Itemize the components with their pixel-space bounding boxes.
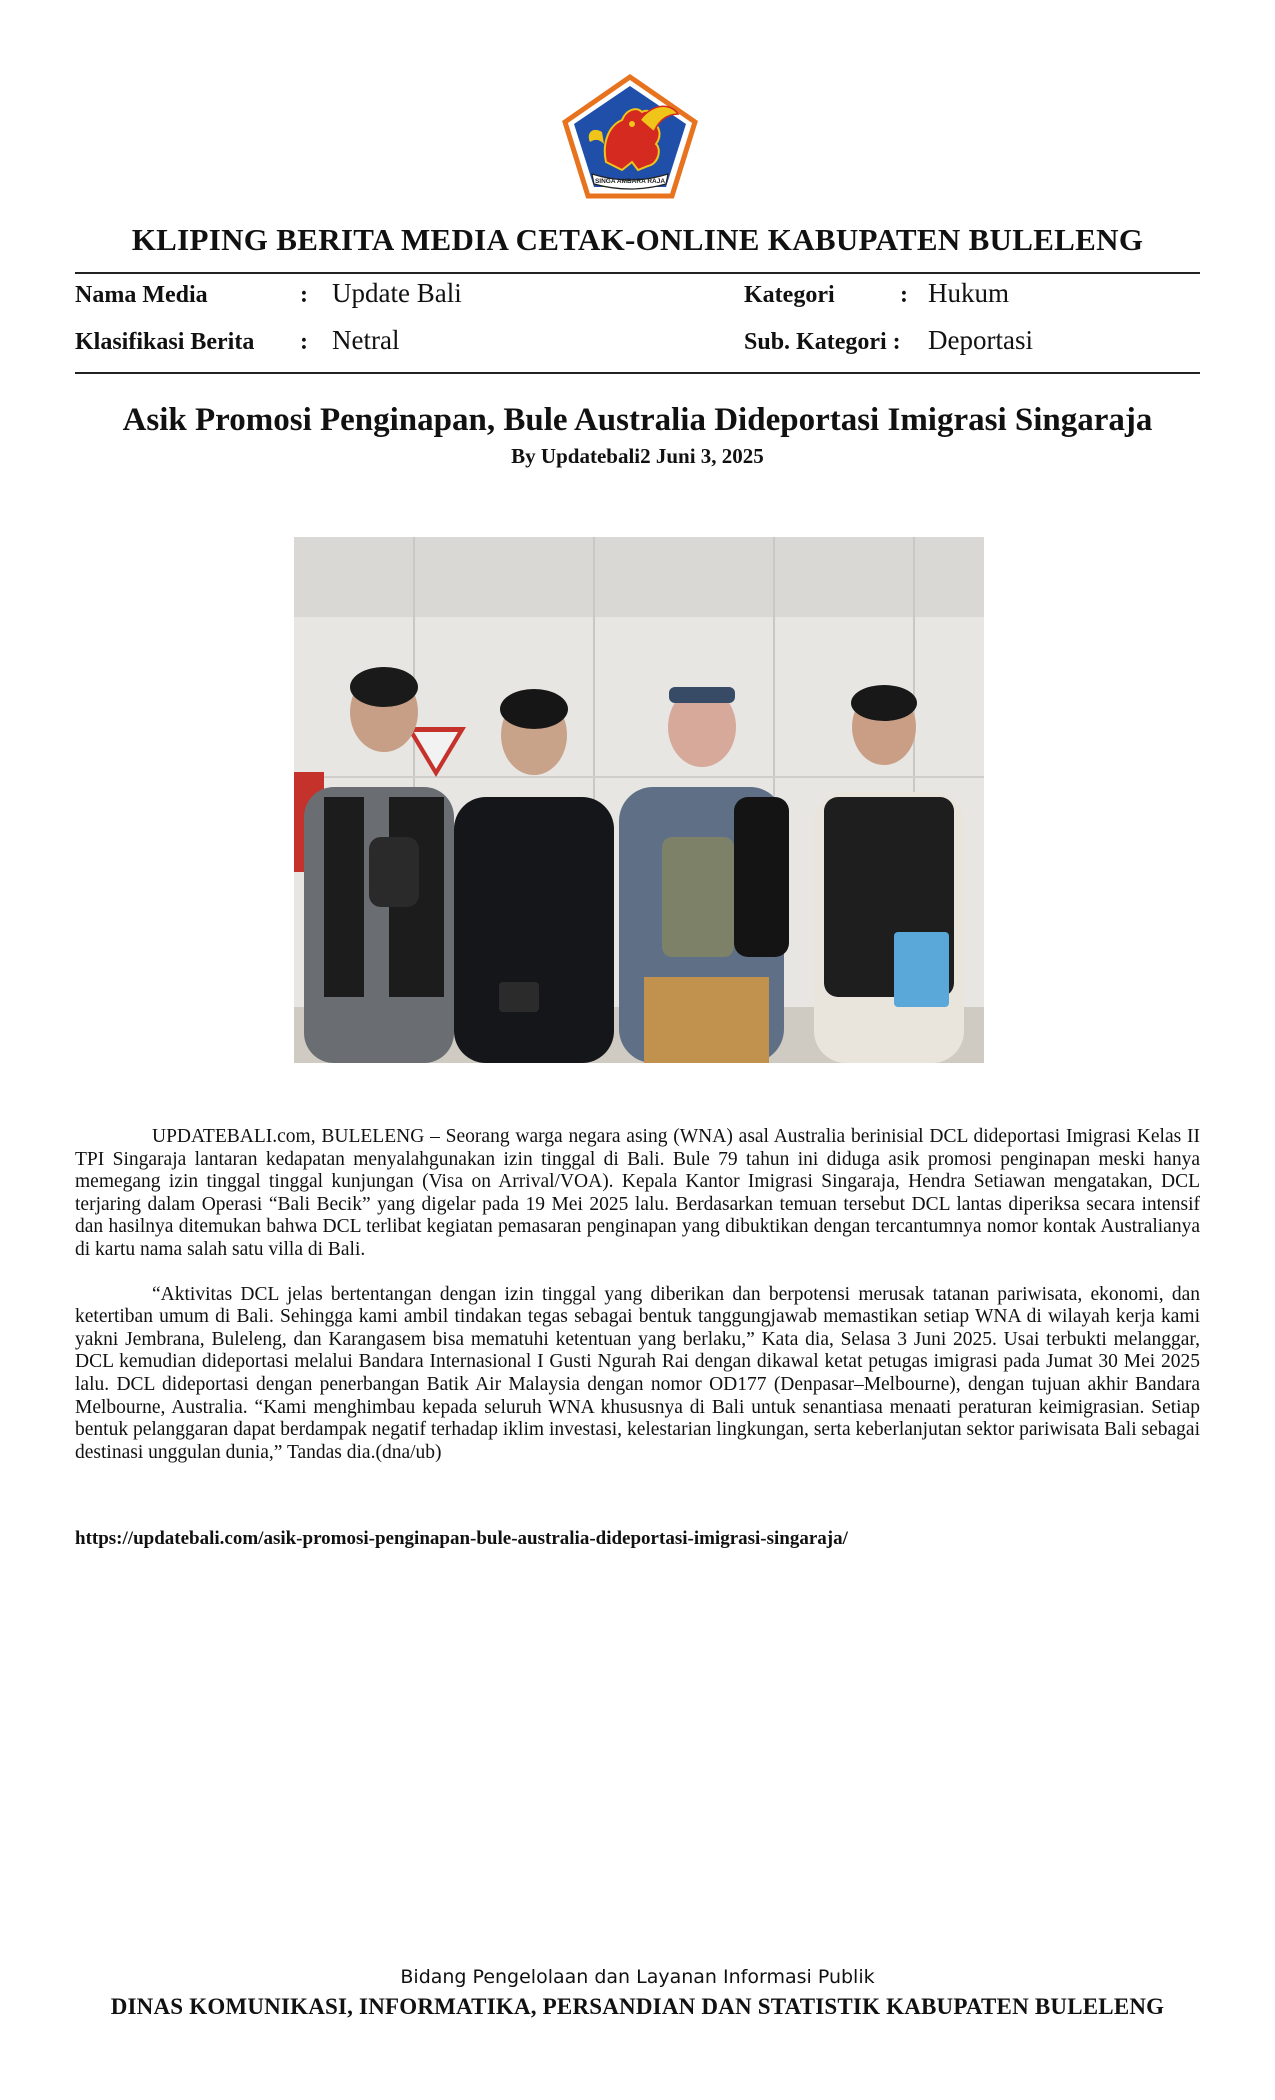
nama-media-label: Nama Media — [75, 282, 208, 308]
article-paragraph: UPDATEBALI.com, BULELENG – Seorang warga negara asing (WNA) asal Australia berinisial DCL dideportasi Imigrasi Kelas II TPI Singaraja lantaran kedapatan menyalahgunakan izin tinggal di Bali. Bule 79 tahun ini diduga asik promosi penginapan meski hanya memegang izin tinggal tinggal kunjungan (Visa on Arrival/VOA). Kepala Kantor Imigrasi Singaraja, Hendra Setiawan mengatakan, DCL terjaring dalam Operasi “Bali Becik” yang digelar pada 19 Mei 2025 lalu. Berdasarkan temuan tersebut DCL lantas diperiksa secara intensif dan hasilnya ditemukan bahwa DCL terlibat kegiatan pemasaran penginapan yang dibuktikan dengan tercantumnya nomor kontak Australianya di kartu nama salah satu villa di Bali. — [75, 1126, 1200, 1260]
article-title: Asik Promosi Penginapan, Bule Australia Dideportasi Imigrasi Singaraja — [122, 402, 1153, 438]
footer-agency: DINAS KOMUNIKASI, INFORMATIKA, PERSANDIAN DAN STATISTIK KABUPATEN BULELENG — [110, 1994, 1165, 2019]
meta-row-classification — [0, 325, 1275, 365]
footer-division: Bidang Pengelolaan dan Layanan Informasi Publik — [400, 1966, 875, 1988]
nama-media-value: Update Bali — [332, 278, 462, 308]
klasifikasi-label: Klasifikasi Berita — [75, 329, 255, 355]
kategori-colon: : — [900, 282, 908, 308]
nama-media-colon: : — [300, 282, 308, 308]
klasifikasi-colon: : — [300, 329, 308, 355]
meta-row-media — [0, 278, 1275, 318]
article-photo — [294, 537, 984, 1063]
source-url-link[interactable]: https://updatebali.com/asik-promosi-penginapan-bule-australia-dideportasi-imigrasi-singaraja/ — [75, 1528, 848, 1549]
clipping-header-title: KLIPING BERITA MEDIA CETAK-ONLINE KABUPATEN BULELENG — [131, 222, 1144, 257]
article-body — [75, 1126, 1200, 1464]
kategori-value: Hukum — [928, 278, 1009, 308]
sub-kategori-value: Deportasi — [928, 325, 1033, 355]
kategori-label: Kategori — [744, 282, 835, 308]
header-top-rule — [75, 272, 1200, 274]
sub-kategori-label: Sub. Kategori : — [744, 329, 901, 355]
klasifikasi-value: Netral — [332, 325, 400, 355]
regency-emblem-icon — [562, 74, 698, 200]
header-bottom-rule — [75, 372, 1200, 374]
article-byline: By Updatebali2 Juni 3, 2025 — [511, 444, 764, 468]
article-paragraph: “Aktivitas DCL jelas bertentangan dengan izin tinggal yang diberikan dan berpotensi merusak tatanan pariwisata, ekonomi, dan ketertiban umum di Bali. Sehingga kami ambil tindakan tegas sebagai bentuk tanggungjawab memastikan setiap WNA di wilayah kerja kami yakni Jembrana, Buleleng, dan Karangasem bisa mematuhi ketentuan yang berlaku,” Kata dia, Selasa 3 Juni 2025. Usai terbukti melanggar, DCL kemudian dideportasi melalui Bandara Internasional I Gusti Ngurah Rai dengan dikawal ketat petugas imigrasi pada Jumat 30 Mei 2025 lalu. DCL dideportasi dengan penerbangan Batik Air Malaysia dengan nomor OD177 (Denpasar–Melbourne), dengan tujuan akhir Bandara Melbourne, Australia. “Kami menghimbau kepada seluruh WNA khususnya di Bali untuk senantiasa menaati peraturan keimigrasian. Setiap bentuk pelanggaran dapat berdampak negatif terhadap iklim investasi, kelestarian lingkungan, serta keberlanjutan sektor pariwisata Bali sebagai destinasi unggulan dunia,” Tandas dia.(dna/ub) — [75, 1283, 1200, 1463]
logo-motto: SINGA AMBARA RAJA — [594, 178, 666, 185]
